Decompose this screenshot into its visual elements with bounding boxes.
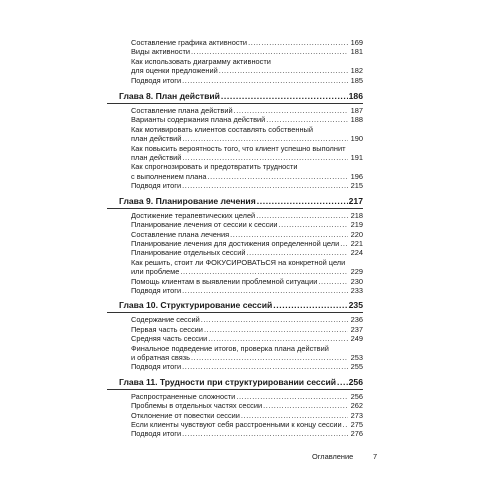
dot-leader [191,47,348,56]
toc-entry [131,248,363,257]
entry-page: 237 [350,324,363,334]
chapter-heading [119,300,363,313]
dot-leader [182,76,348,85]
dot-leader [208,172,348,181]
entry-title: Средняя часть сессии [131,334,208,344]
dot-leader [247,248,348,257]
entry-page: 249 [350,334,363,344]
entry-title: Планирование лечения от сессии к сессии [131,220,278,230]
entry-title: Составление плана действий [131,106,233,116]
entry-title: Подводя итоги [131,429,182,439]
entry-page: 256 [350,391,363,401]
entry-title-line: Финальное подведение итогов, проверка плана действий [131,343,329,353]
entry-title-line: Как спрогнозировать и предотвратить трудности [131,162,298,172]
entry-title: Составление графика активности [131,38,248,47]
dot-leader [257,196,348,207]
footer-label: Оглавление [312,452,354,461]
dot-leader [241,411,348,420]
dot-leader [266,115,348,124]
chapter-heading [119,91,363,104]
entry-page: 236 [350,315,363,325]
dot-leader [201,315,348,324]
toc-entry [131,38,363,47]
dot-leader [340,239,348,248]
entry-title: план действий [131,153,182,163]
dot-leader [182,181,348,190]
chapter-heading [119,377,363,390]
toc-entry [131,429,363,438]
entry-title: Виды активности [131,47,191,57]
dot-leader [182,153,348,162]
chapter-page: 217 [348,195,363,206]
dot-leader [182,286,348,295]
entry-title: Проблемы в отдельных частях сессии [131,401,263,411]
entry-page: 220 [350,229,363,239]
entry-title: Если клиенты чувствуют себя расстроенными к концу сессии [131,420,342,429]
chapter-rule [107,312,363,313]
table-of-contents [119,38,363,439]
entry-page: 262 [350,401,363,411]
entry-title: или проблеме [131,267,180,277]
dot-leader [256,211,348,220]
toc-entry [131,277,363,286]
page-number: 7 [373,452,378,461]
toc-entry [131,220,363,229]
entry-title: Достижение терапевтических целей [131,210,256,220]
dot-leader [180,267,348,276]
chapter-title: Глава 11. Трудности при структурировании сессий [119,376,337,387]
dot-leader [204,325,348,334]
toc-entry [131,392,363,401]
entry-page: 253 [350,352,363,362]
dot-leader [230,230,348,239]
toc-entry [131,411,363,420]
dot-leader [279,220,348,229]
dot-leader [318,277,348,286]
entry-title: Подводя итоги [131,362,182,372]
dot-leader [248,38,348,47]
toc-entry [131,106,363,115]
toc-entry [131,258,363,277]
chapter-page: 186 [348,91,363,102]
entry-title: Подводя итоги [131,181,182,191]
entry-page: 188 [350,115,363,125]
entry-page: 219 [350,220,363,230]
entry-title: Содержание сессий [131,315,200,325]
dot-leader [191,353,348,362]
toc-entry [131,76,363,85]
entry-page: 218 [350,210,363,220]
entry-page: 169 [350,38,363,47]
toc-entry [131,315,363,324]
entry-title: план действий [131,134,182,144]
entry-page: 229 [350,267,363,277]
entry-title: Составление плана лечения [131,229,230,239]
entry-title: Распространенные сложности [131,391,236,401]
entry-title: для оценки предложений [131,66,218,76]
toc-entry [131,47,363,56]
entry-title: Первая часть сессии [131,324,203,334]
entry-page: 221 [350,238,363,248]
entry-page: 185 [350,75,363,85]
dot-leader [182,362,348,371]
chapter-rule [107,103,363,104]
toc-entry [131,211,363,220]
entry-page: 187 [350,106,363,116]
dot-leader [182,134,348,143]
dot-leader [273,300,347,311]
entry-page: 191 [350,153,363,163]
chapter-title: Глава 9. Планирование лечения [119,195,256,206]
chapter-title: Глава 8. План действий [119,91,220,102]
entry-page: 224 [350,248,363,258]
entry-title: Варианты содержания плана действий [131,115,266,125]
toc-entry [131,115,363,124]
chapter-page: 235 [348,300,363,311]
entry-page: 276 [350,429,363,439]
entry-page: 230 [350,276,363,286]
dot-leader [182,429,348,438]
entry-page: 255 [350,362,363,372]
toc-entry [131,325,363,334]
toc-entry [131,362,363,371]
entry-page: 196 [350,171,363,181]
dot-leader [343,420,348,429]
chapter-page: 256 [348,376,363,387]
entry-title-line: Как мотивировать клиентов составлять собственный [131,124,313,134]
entry-title: и обратная связь [131,352,190,362]
toc-entry [131,401,363,410]
entry-page: 182 [350,66,363,76]
entry-title-line: Как решить, стоит ли ФОКУСИРОВАТЬСЯ на конкретной цели [131,257,346,267]
dot-leader [234,106,348,115]
entry-page: 233 [350,285,363,295]
toc-entry [131,181,363,190]
toc-entry [131,344,363,363]
toc-entry [131,162,363,181]
dot-leader [236,392,348,401]
entry-title: Планирование отдельных сессий [131,248,246,258]
entry-page: 273 [350,410,363,420]
entry-title: с выполнением плана [131,171,207,181]
chapter-heading [119,196,363,209]
toc-entry [131,334,363,343]
entry-title: Подводя итоги [131,75,182,85]
toc-entry [131,239,363,248]
entry-title-line: Как повысить вероятность того, что клиент успешно выполнит [131,143,346,153]
entry-page: 190 [350,134,363,144]
entry-page: 215 [350,181,363,191]
chapter-rule [107,208,363,209]
chapter-rule [107,389,363,390]
toc-entry [131,57,363,76]
entry-title: Подводя итоги [131,285,182,295]
toc-entry [131,125,363,144]
dot-leader [208,334,348,343]
dot-leader [219,66,348,75]
entry-title: Помощь клиентам в выявлении проблемной ситуации [131,276,318,286]
toc-entry [131,230,363,239]
dot-leader [337,377,348,388]
toc-entry [131,420,363,429]
entry-page: 181 [350,47,363,57]
chapter-title: Глава 10. Структурирование сессий [119,300,273,311]
entry-title: Планирование лечения для достижения определенной цели [131,238,340,248]
dot-leader [263,401,348,410]
entry-page: 275 [350,420,363,429]
entry-title: Отклонение от повестки сессии [131,410,240,420]
toc-entry [131,286,363,295]
entry-title-line: Как использовать диаграмму активности [131,56,271,66]
dot-leader [221,91,348,102]
toc-entry [131,144,363,163]
